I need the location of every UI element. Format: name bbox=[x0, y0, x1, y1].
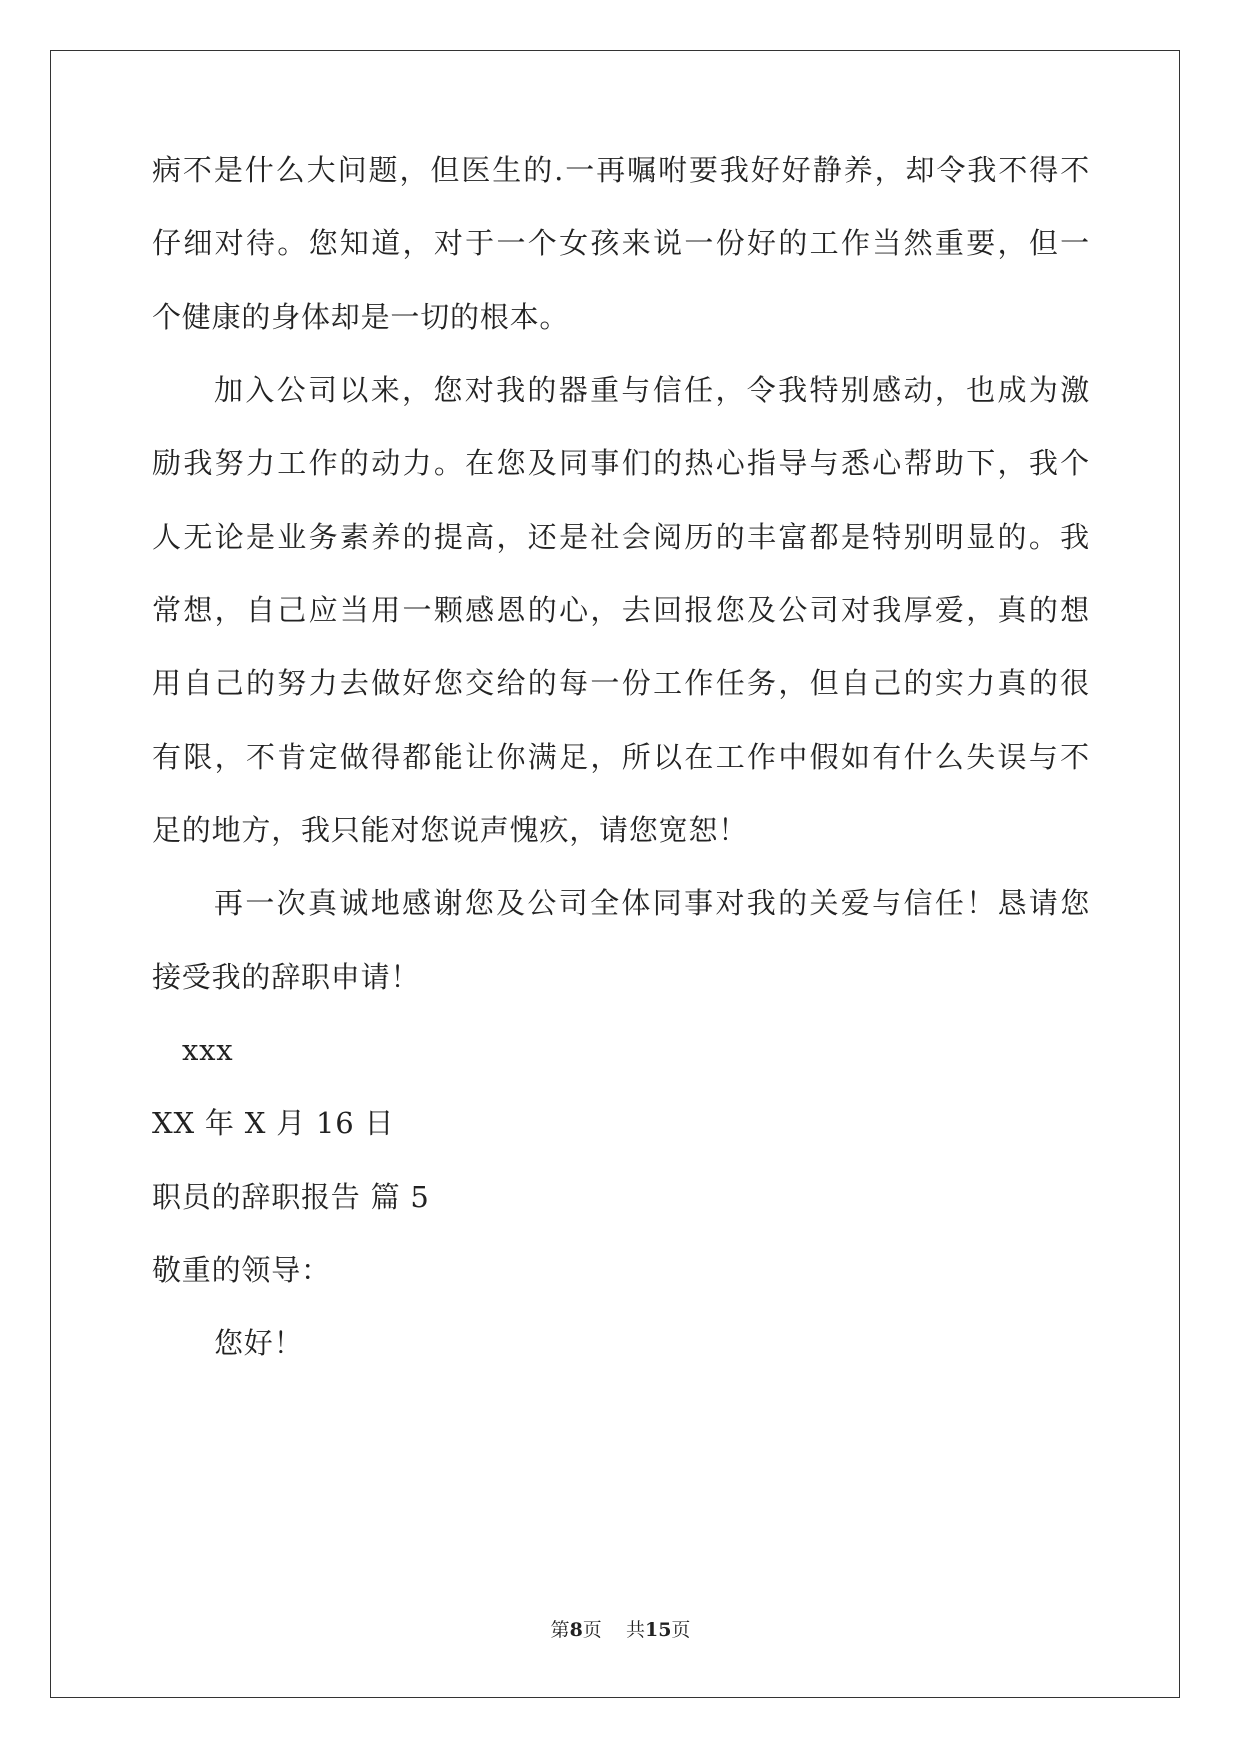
paragraph-line: 足的地方，我只能对您说声愧疚，请您宽恕！ bbox=[152, 813, 749, 847]
section-title: 职员的辞职报告 篇 5 bbox=[152, 1180, 430, 1214]
page-mid: 页 共 bbox=[582, 1619, 645, 1641]
page-suffix: 页 bbox=[671, 1619, 691, 1641]
page-current: 8 bbox=[569, 1619, 583, 1641]
paragraph-line: 用自己的努力去做好您交给的每一份工作任务，但自己的实力真的很 bbox=[152, 666, 1090, 700]
date-line: XX 年 X 月 16 日 bbox=[152, 1106, 395, 1140]
paragraph-line: 病不是什么大问题，但医生的.一再嘱咐要我好好静养，却令我不得不 bbox=[152, 153, 1090, 187]
paragraph-line: 仔细对待。您知道，对于一个女孩来说一份好的工作当然重要，但一 bbox=[152, 226, 1090, 260]
paragraph-line: 加入公司以来，您对我的器重与信任，令我特别感动，也成为激 bbox=[214, 373, 1090, 407]
paragraph-line: 励我努力工作的动力。在您及同事们的热心指导与悉心帮助下，我个 bbox=[152, 446, 1090, 480]
paragraph-line: 有限，不肯定做得都能让你满足，所以在工作中假如有什么失误与不 bbox=[152, 740, 1090, 774]
paragraph-line: 人无论是业务素养的提高，还是社会阅历的丰富都是特别明显的。我 bbox=[152, 520, 1090, 554]
salutation: 敬重的领导： bbox=[152, 1253, 331, 1287]
paragraph-line: 个健康的身体却是一切的根本。 bbox=[152, 300, 570, 334]
paragraph-line: 接受我的辞职申请！ bbox=[152, 960, 421, 994]
page-footer bbox=[0, 1618, 1241, 1642]
greeting: 您好！ bbox=[214, 1326, 304, 1360]
page-prefix: 第 bbox=[550, 1619, 570, 1641]
signature: xxx bbox=[182, 1033, 234, 1067]
page-total: 15 bbox=[644, 1619, 672, 1641]
paragraph-line: 常想，自己应当用一颗感恩的心，去回报您及公司对我厚爱，真的想 bbox=[152, 593, 1090, 627]
paragraph-line: 再一次真诚地感谢您及公司全体同事对我的关爱与信任！恳请您 bbox=[214, 886, 1090, 920]
